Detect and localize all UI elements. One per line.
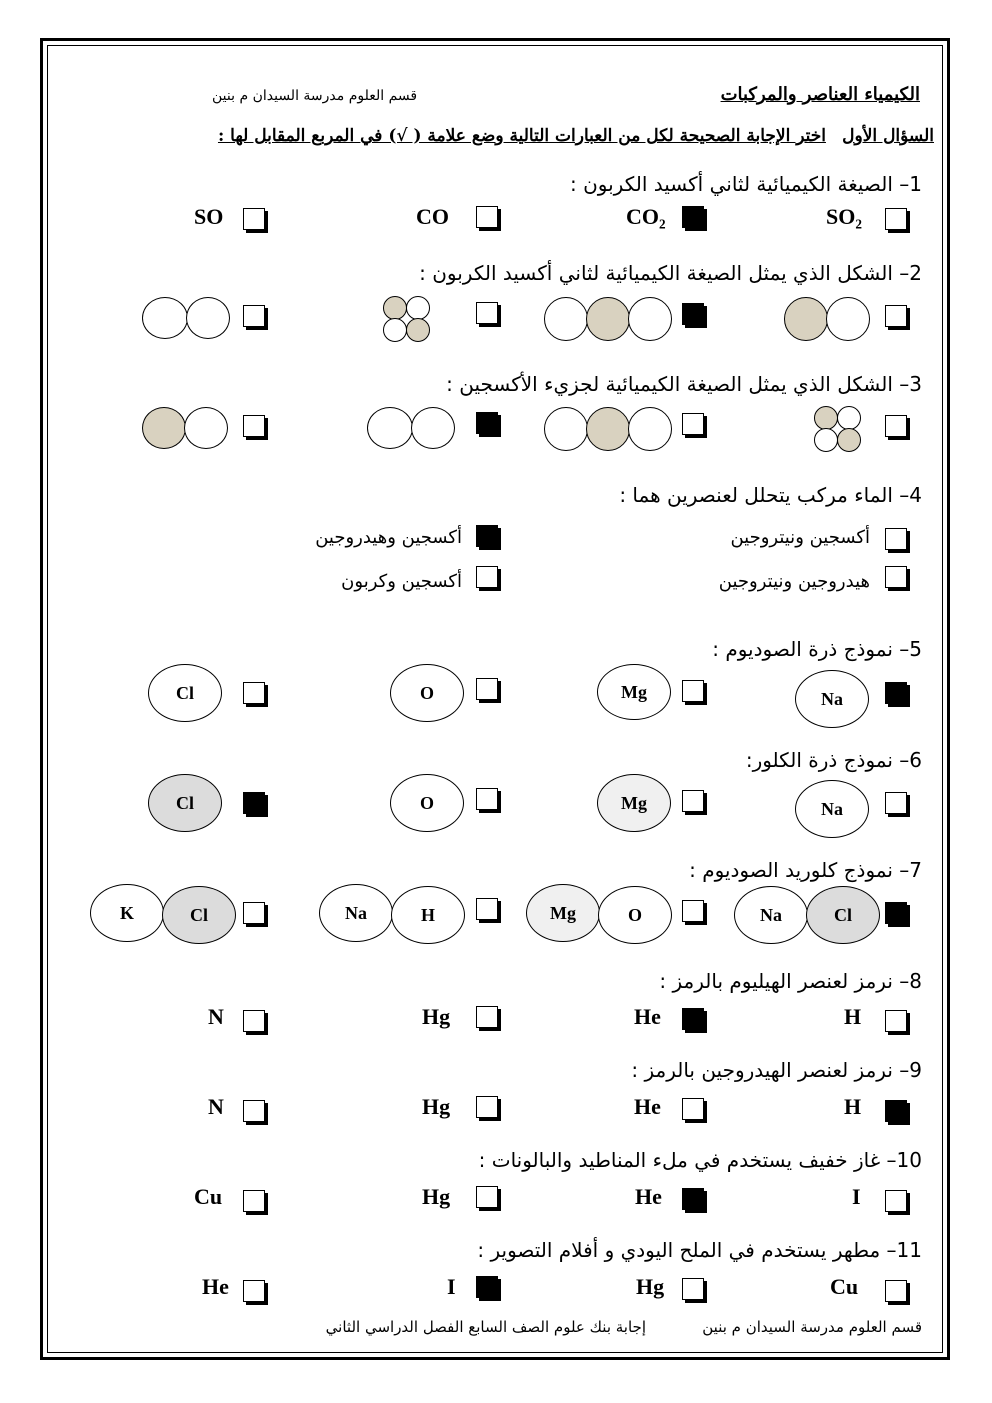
question-label: السؤال الأول (842, 126, 934, 146)
q5-option-3-atom: O (390, 664, 464, 722)
q7-option-2-checkbox[interactable] (682, 900, 704, 922)
worksheet-title: الكيمياء العناصر والمركبات (720, 84, 920, 105)
q5-option-4-checkbox[interactable] (243, 682, 265, 704)
q9-option-4-label: N (208, 1094, 224, 1119)
q2-option-1-checkbox[interactable] (885, 305, 907, 327)
q6-option-1-checkbox[interactable] (885, 792, 907, 814)
q2-option-3-checkbox[interactable] (476, 302, 498, 324)
q3-option-4-atom-2 (184, 407, 228, 449)
q6-option-4-atom: Cl (148, 774, 222, 832)
q1-option-2-label: CO₂ (626, 204, 666, 229)
q7-option-2-atom-mg: Mg (526, 884, 600, 942)
q7-option-2-atom-o: O (598, 886, 672, 944)
footer-school: قسم العلوم مدرسة السيدان م بنين (702, 1318, 922, 1336)
q7-option-3-atom-h: H (391, 886, 465, 944)
q11-option-4-label: He (202, 1274, 229, 1299)
q3-option-2-checkbox[interactable] (682, 413, 704, 435)
q1-option-3-label: CO (416, 204, 449, 229)
q4-text: 4– الماء مركب يتحلل لعنصرين هما : (619, 483, 922, 507)
q5-option-2-atom: Mg (597, 664, 671, 720)
q6-option-4-checkbox[interactable] (243, 792, 265, 814)
q3-option-3-checkbox[interactable] (476, 412, 498, 434)
q1-option-4-checkbox[interactable] (243, 208, 265, 230)
q3-option-3-atom-2 (411, 407, 455, 449)
q8-text: 8– نرمز لعنصر الهيليوم بالرمز : (659, 969, 922, 993)
q9-option-2-label: He (634, 1094, 661, 1119)
q3-option-2-atom-o1 (544, 407, 588, 451)
q6-option-1-atom: Na (795, 780, 869, 838)
q10-option-1-checkbox[interactable] (885, 1190, 907, 1212)
q11-option-2-checkbox[interactable] (682, 1278, 704, 1300)
q4-option-1-label: أكسجين ونيتروجين (730, 527, 870, 548)
q2-option-2-atom-c (586, 297, 630, 341)
q5-option-4-atom: Cl (148, 664, 222, 722)
q10-option-2-label: He (635, 1184, 662, 1209)
q3-option-1-atom-1 (814, 406, 838, 430)
q9-option-3-checkbox[interactable] (476, 1096, 498, 1118)
q9-option-4-checkbox[interactable] (243, 1100, 265, 1122)
q3-option-1-atom-4 (837, 428, 861, 452)
q8-option-2-label: He (634, 1004, 661, 1029)
q9-text: 9– نرمز لعنصر الهيدروجين بالرمز : (631, 1058, 922, 1082)
q8-option-3-label: Hg (422, 1004, 451, 1029)
q4-option-2-checkbox[interactable] (476, 525, 498, 547)
q3-option-1-checkbox[interactable] (885, 415, 907, 437)
q1-option-1-checkbox[interactable] (885, 208, 907, 230)
q7-option-1-atom-cl: Cl (806, 886, 880, 944)
q11-option-1-label: Cu (830, 1274, 859, 1299)
q2-option-3-atom-3 (383, 318, 407, 342)
q1-option-3-checkbox[interactable] (476, 206, 498, 228)
q7-option-4-checkbox[interactable] (243, 902, 265, 924)
q7-option-3-checkbox[interactable] (476, 898, 498, 920)
q8-option-4-checkbox[interactable] (243, 1010, 265, 1032)
q5-option-1-atom: Na (795, 670, 869, 728)
q5-text: 5– نموذج ذرة الصوديوم : (712, 637, 922, 661)
q4-option-4-label: أكسجين وكربون (341, 571, 462, 592)
q3-option-2-atom-c (586, 407, 630, 451)
q5-option-2-checkbox[interactable] (682, 680, 704, 702)
q8-option-3-checkbox[interactable] (476, 1006, 498, 1028)
q7-text: 7– نموذج كلوريد الصوديوم : (689, 858, 922, 882)
q7-option-1-atom-na: Na (734, 886, 808, 944)
footer-bank: إجابة بنك علوم الصف السابع الفصل الدراسي الثاني (325, 1318, 646, 1336)
q4-option-4-checkbox[interactable] (476, 566, 498, 588)
q2-text: 2– الشكل الذي يمثل الصيغة الكيميائية لثاني أكسيد الكربون : (419, 261, 922, 285)
q4-option-3-label: هيدروجين ونيتروجين (718, 571, 870, 592)
q7-option-1-checkbox[interactable] (885, 902, 907, 924)
q1-option-2-checkbox[interactable] (682, 206, 704, 228)
q6-option-3-atom: O (390, 774, 464, 832)
q10-option-4-checkbox[interactable] (243, 1190, 265, 1212)
q6-option-3-checkbox[interactable] (476, 788, 498, 810)
q4-option-3-checkbox[interactable] (885, 566, 907, 588)
q3-option-1-atom-2 (837, 406, 861, 430)
q3-option-3-atom-1 (367, 407, 413, 449)
q10-option-4-label: Cu (194, 1184, 223, 1209)
q11-option-2-label: Hg (636, 1274, 665, 1299)
q7-option-3-atom-na: Na (319, 884, 393, 942)
q2-option-1-atom-o (826, 297, 870, 341)
q2-option-2-atom-o1 (544, 297, 588, 341)
q6-option-2-atom: Mg (597, 774, 671, 832)
q9-option-1-label: H (844, 1094, 862, 1119)
q1-option-1-label: SO₂ (826, 204, 862, 229)
q5-option-1-checkbox[interactable] (885, 682, 907, 704)
q11-option-3-checkbox[interactable] (476, 1276, 498, 1298)
q4-option-2-label: أكسجين وهيدروجين (315, 527, 462, 548)
q9-option-3-label: Hg (422, 1094, 451, 1119)
q7-option-4-atom-cl: Cl (162, 886, 236, 944)
q6-option-2-checkbox[interactable] (682, 790, 704, 812)
q2-option-4-atom-1 (142, 297, 188, 339)
q8-option-2-checkbox[interactable] (682, 1008, 704, 1030)
q10-text: 10– غاز خفيف يستخدم في ملء المناطيد والبالونات : (478, 1148, 922, 1172)
q4-option-1-checkbox[interactable] (885, 528, 907, 550)
q11-option-3-label: I (447, 1274, 456, 1299)
q10-option-1-label: I (852, 1184, 861, 1209)
q8-option-1-checkbox[interactable] (885, 1010, 907, 1032)
q11-option-4-checkbox[interactable] (243, 1280, 265, 1302)
q9-option-2-checkbox[interactable] (682, 1098, 704, 1120)
q11-option-1-checkbox[interactable] (885, 1280, 907, 1302)
q10-option-3-label: Hg (422, 1184, 451, 1209)
q3-option-4-checkbox[interactable] (243, 415, 265, 437)
q5-option-3-checkbox[interactable] (476, 678, 498, 700)
q6-text: 6– نموذج ذرة الكلور: (745, 748, 922, 772)
q9-option-1-checkbox[interactable] (885, 1100, 907, 1122)
q2-option-3-atom-4 (406, 318, 430, 342)
q3-text: 3– الشكل الذي يمثل الصيغة الكيميائية لجزيء الأكسجين : (446, 372, 922, 396)
q8-option-4-label: N (208, 1004, 224, 1029)
q2-option-2-atom-o2 (628, 297, 672, 341)
q1-option-4-label: SO (194, 204, 224, 229)
q10-option-2-checkbox[interactable] (682, 1188, 704, 1210)
q7-option-4-atom-k: K (90, 884, 164, 942)
q8-option-1-label: H (844, 1004, 862, 1029)
instruction-text: اختر الإجابة الصحيحة لكل من العبارات التالية وضع علامة ( √) في المربع المقابل لها : (217, 126, 826, 146)
q2-option-1-atom-c (784, 297, 828, 341)
q2-option-2-checkbox[interactable] (682, 303, 704, 325)
q3-option-4-atom-1 (142, 407, 186, 449)
q1-text: 1– الصيغة الكيميائية لثاني أكسيد الكربون : (570, 172, 922, 196)
q3-option-2-atom-o2 (628, 407, 672, 451)
q2-option-3-atom-2 (406, 296, 430, 320)
q10-option-3-checkbox[interactable] (476, 1186, 498, 1208)
instruction-line (218, 126, 934, 146)
q2-option-4-checkbox[interactable] (243, 305, 265, 327)
school-name: قسم العلوم مدرسة السيدان م بنين (212, 88, 418, 104)
q2-option-3-atom-1 (383, 296, 407, 320)
q3-option-1-atom-3 (814, 428, 838, 452)
q2-option-4-atom-2 (186, 297, 230, 339)
q11-text: 11– مطهر يستخدم في الملح اليودي و أفلام التصوير : (477, 1238, 922, 1262)
